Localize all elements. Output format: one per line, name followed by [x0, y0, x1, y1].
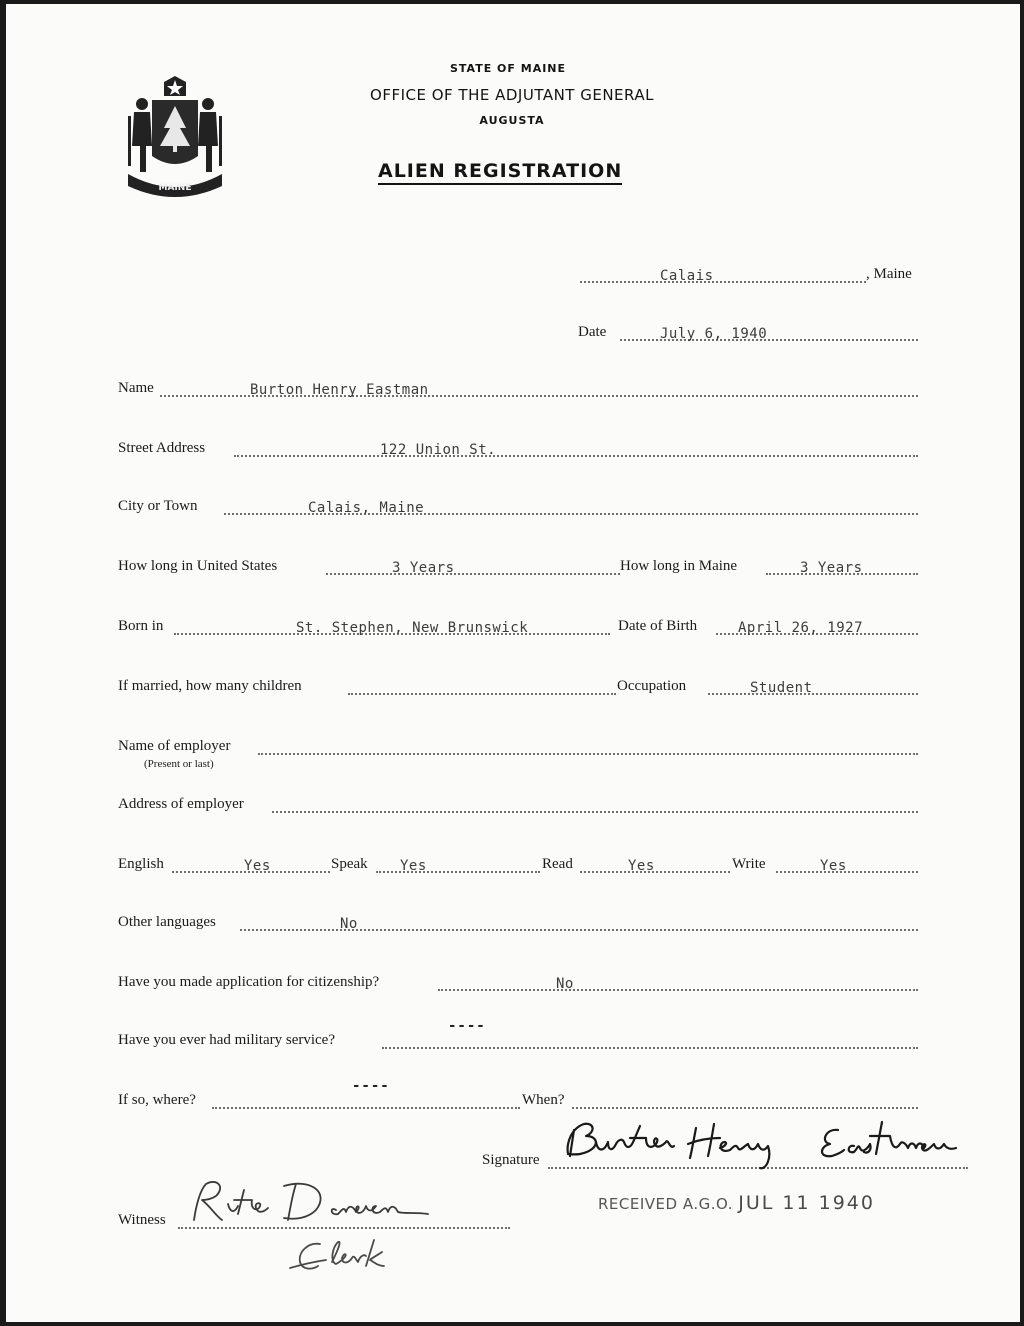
received-stamp — [598, 1192, 875, 1214]
occupation-value[interactable]: Student — [750, 680, 813, 696]
date-label: Date — [578, 324, 607, 340]
header-state: STATE OF MAINE — [449, 62, 567, 75]
write-value[interactable]: Yes — [820, 858, 847, 874]
name-value[interactable]: Burton Henry Eastman — [250, 382, 429, 398]
write-label: Write — [732, 856, 766, 872]
seal-banner-text: MAINE — [158, 183, 192, 193]
other-languages-value[interactable]: No — [340, 916, 358, 932]
name-label: Name — [118, 380, 154, 396]
english-label: English — [118, 856, 164, 872]
children-label: If married, how many children — [118, 678, 302, 694]
employer-name-sublabel: (Present or last) — [144, 758, 214, 770]
citizenship-label: Have you made application for citizenship? — [118, 974, 380, 990]
employer-address-label: Address of employer — [118, 796, 244, 812]
signature-label: Signature — [482, 1152, 540, 1168]
speak-value[interactable]: Yes — [400, 858, 427, 874]
witness-label: Witness — [118, 1212, 166, 1228]
read-value[interactable]: Yes — [628, 858, 655, 874]
english-value[interactable]: Yes — [244, 858, 271, 874]
place-suffix: , Maine — [866, 266, 912, 282]
street-address-value[interactable]: 122 Union St. — [380, 442, 497, 458]
where-value[interactable]: ---- — [352, 1078, 390, 1094]
how-long-us-label: How long in United States — [118, 558, 278, 574]
read-label: Read — [542, 856, 573, 872]
witness-signature — [180, 1170, 490, 1230]
employer-name-label: Name of employer — [118, 738, 231, 754]
date-of-birth-value[interactable]: April 26, 1927 — [738, 620, 864, 636]
place-value[interactable]: Calais — [660, 268, 714, 284]
how-long-maine-value[interactable]: 3 Years — [800, 560, 863, 576]
born-in-label: Born in — [118, 618, 164, 634]
header-office: OFFICE OF THE ADJUTANT GENERAL — [370, 86, 654, 104]
how-long-maine-label: How long in Maine — [620, 558, 738, 574]
city-value[interactable]: Calais, Maine — [308, 500, 425, 516]
date-value[interactable]: July 6, 1940 — [660, 326, 768, 342]
born-in-value[interactable]: St. Stephen, New Brunswick — [296, 620, 529, 636]
applicant-signature — [550, 1108, 980, 1178]
form-title: ALIEN REGISTRATION — [378, 160, 622, 185]
other-languages-label: Other languages — [118, 914, 216, 930]
military-value[interactable]: ---- — [448, 1018, 486, 1034]
received-stamp-text: RECEIVED A.G.O. — [598, 1195, 733, 1213]
speak-label: Speak — [331, 856, 368, 872]
how-long-us-value[interactable]: 3 Years — [392, 560, 455, 576]
received-stamp-date: JUL 11 1940 — [738, 1192, 875, 1214]
city-label: City or Town — [118, 498, 198, 514]
citizenship-value[interactable]: No — [556, 976, 574, 992]
where-label: If so, where? — [118, 1092, 196, 1108]
occupation-label: Occupation — [617, 678, 687, 694]
date-of-birth-label: Date of Birth — [618, 618, 698, 634]
military-label: Have you ever had military service? — [118, 1032, 335, 1048]
when-label: When? — [522, 1092, 565, 1108]
street-address-label: Street Address — [118, 440, 206, 456]
header-city: AUGUSTA — [479, 114, 545, 127]
witness-title-handwritten — [286, 1232, 416, 1278]
